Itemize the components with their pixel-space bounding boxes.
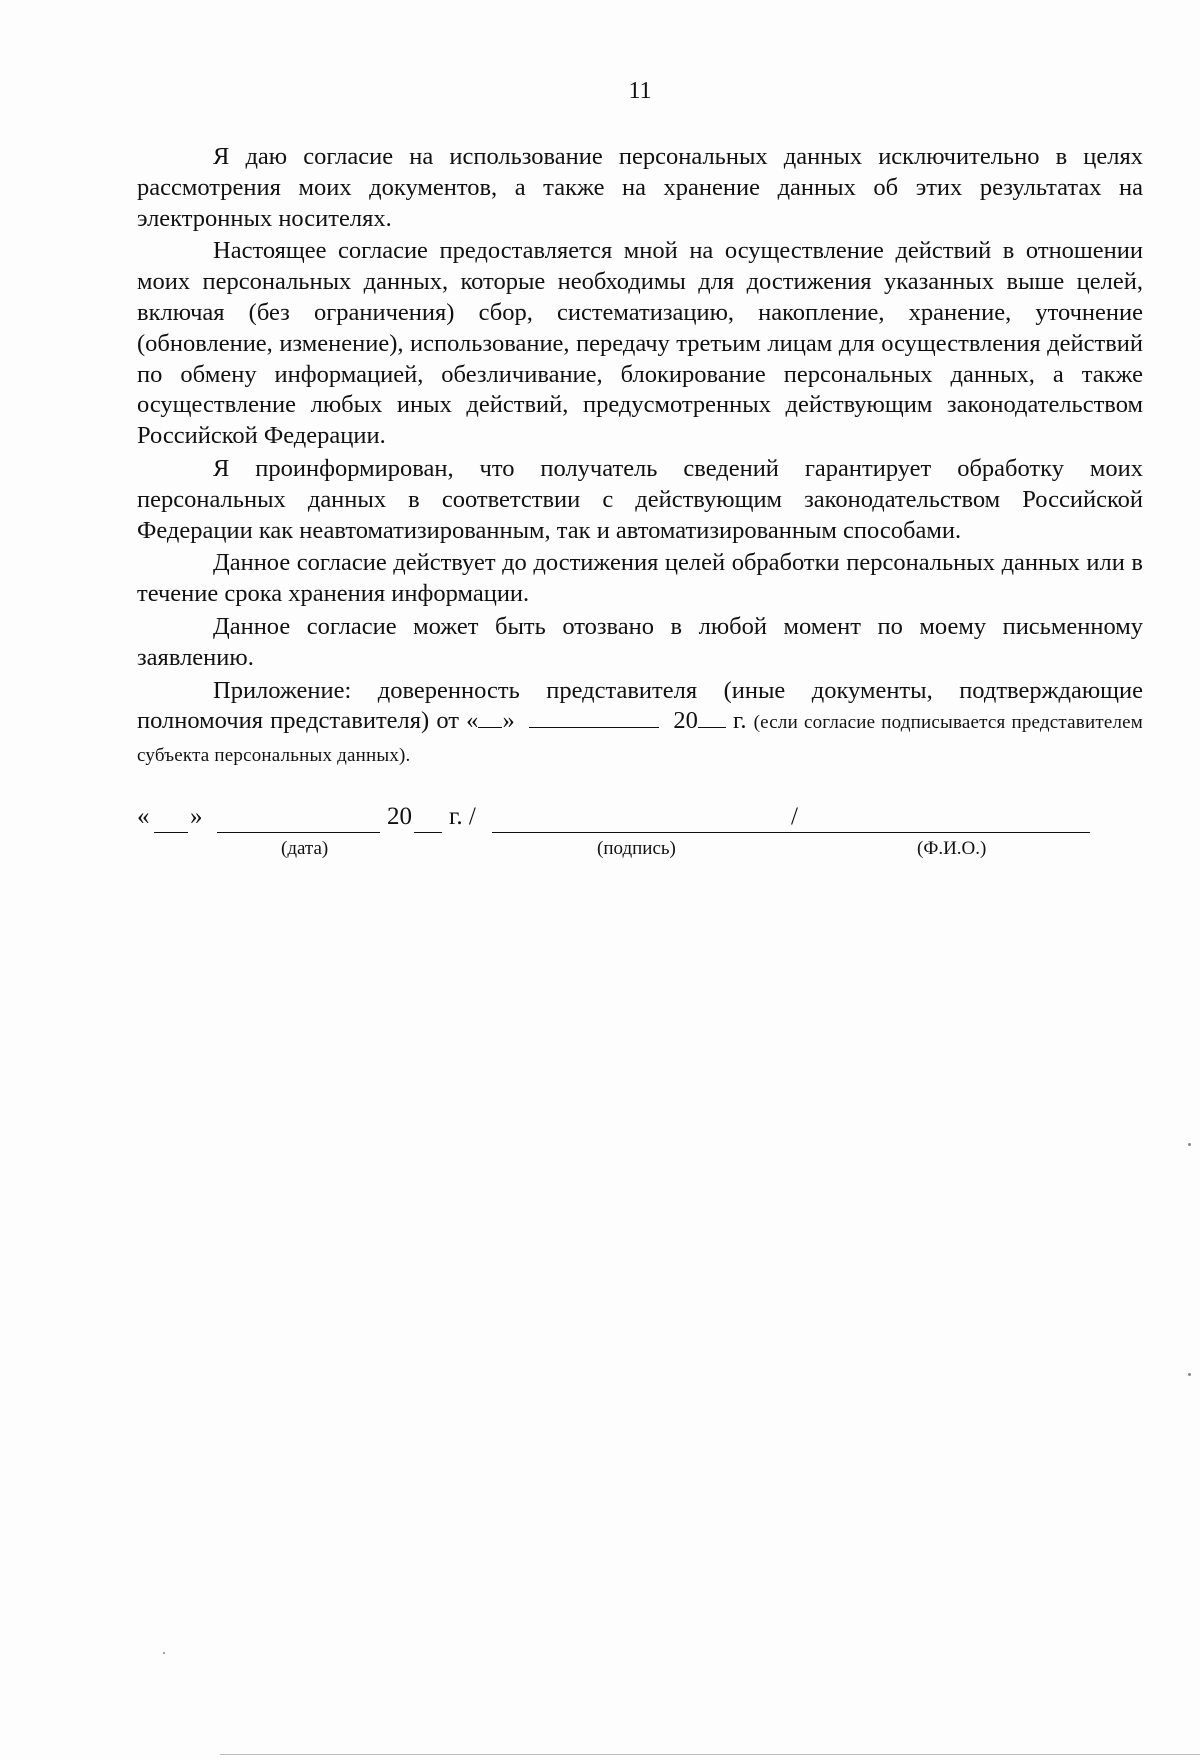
caption-signature: (подпись) xyxy=(597,838,676,859)
attachment-lead: Приложение: доверенность представителя (иные документы, подтверждающие полномочия представителя) от « xyxy=(137,676,1143,735)
sig-month-blank xyxy=(217,832,380,833)
page-number: 11 xyxy=(628,78,652,104)
paragraph-attachment xyxy=(137,676,1143,772)
scan-speck xyxy=(163,1652,165,1654)
paragraph-consent-actions: Настоящее согласие предоставляется мной на осуществление действий в отношении моих персональных данных, которые необходимы для достижения указанных выше целей, включая (без ограничения) сбор, систематизацию, накопление, хранение, уточнение (обновление, изменение), использование, передачу третьим лицам для осуществления действий по обмену информацией, обезличивание, блокирование персональных данных, а также осуществление любых иных действий, предусмотренных действующим законодательством Российской Федерации. xyxy=(137,237,1143,450)
paragraph-informed: Я проинформирован, что получатель сведений гарантирует обработку моих персональных данных в соответствии с действующим законодательством Российской Федерации как неавтоматизированным, так и автоматизированным способами. xyxy=(137,454,1143,544)
sig-year-prefix: 20 xyxy=(387,803,412,830)
paragraph-revocation: Данное согласие может быть отозвано в любой момент по моему письменному заявлению. xyxy=(137,612,1143,671)
sig-year-blank xyxy=(414,832,442,833)
scan-edge-line xyxy=(220,1754,1200,1755)
caption-date: (дата) xyxy=(281,838,329,859)
paragraph-validity: Данное согласие действует до достижения целей обработки персональных данных или в течение срока хранения информации. xyxy=(137,549,1143,608)
consent-text xyxy=(137,142,1143,772)
paragraph-consent-purpose: Я даю согласие на использование персональных данных исключительно в целях рассмотрения моих документов, а также на хранение данных об этих результатах на электронных носителях. xyxy=(137,143,1143,232)
sig-slash: / xyxy=(791,803,798,830)
attachment-year-suffix: г. xyxy=(733,707,747,735)
sig-close-quote: » xyxy=(190,803,203,830)
attachment-month-blank xyxy=(529,709,659,728)
attachment-year-blank xyxy=(698,709,726,728)
scan-speck xyxy=(1188,1143,1191,1146)
sig-open-quote: « xyxy=(137,803,150,830)
sig-year-suffix: г. / xyxy=(449,803,476,830)
attachment-quote-close: » xyxy=(502,707,515,735)
sig-name-blank xyxy=(810,832,1090,833)
attachment-note: (если согласие подписывается представителем субъекта персональных данных). xyxy=(137,712,1144,767)
scan-speck xyxy=(1188,1373,1191,1376)
sig-day-blank xyxy=(154,832,188,833)
attachment-day-blank xyxy=(478,709,502,728)
caption-name: (Ф.И.О.) xyxy=(917,838,987,859)
signature-line xyxy=(137,803,1137,837)
attachment-year-prefix: 20 xyxy=(673,707,698,735)
